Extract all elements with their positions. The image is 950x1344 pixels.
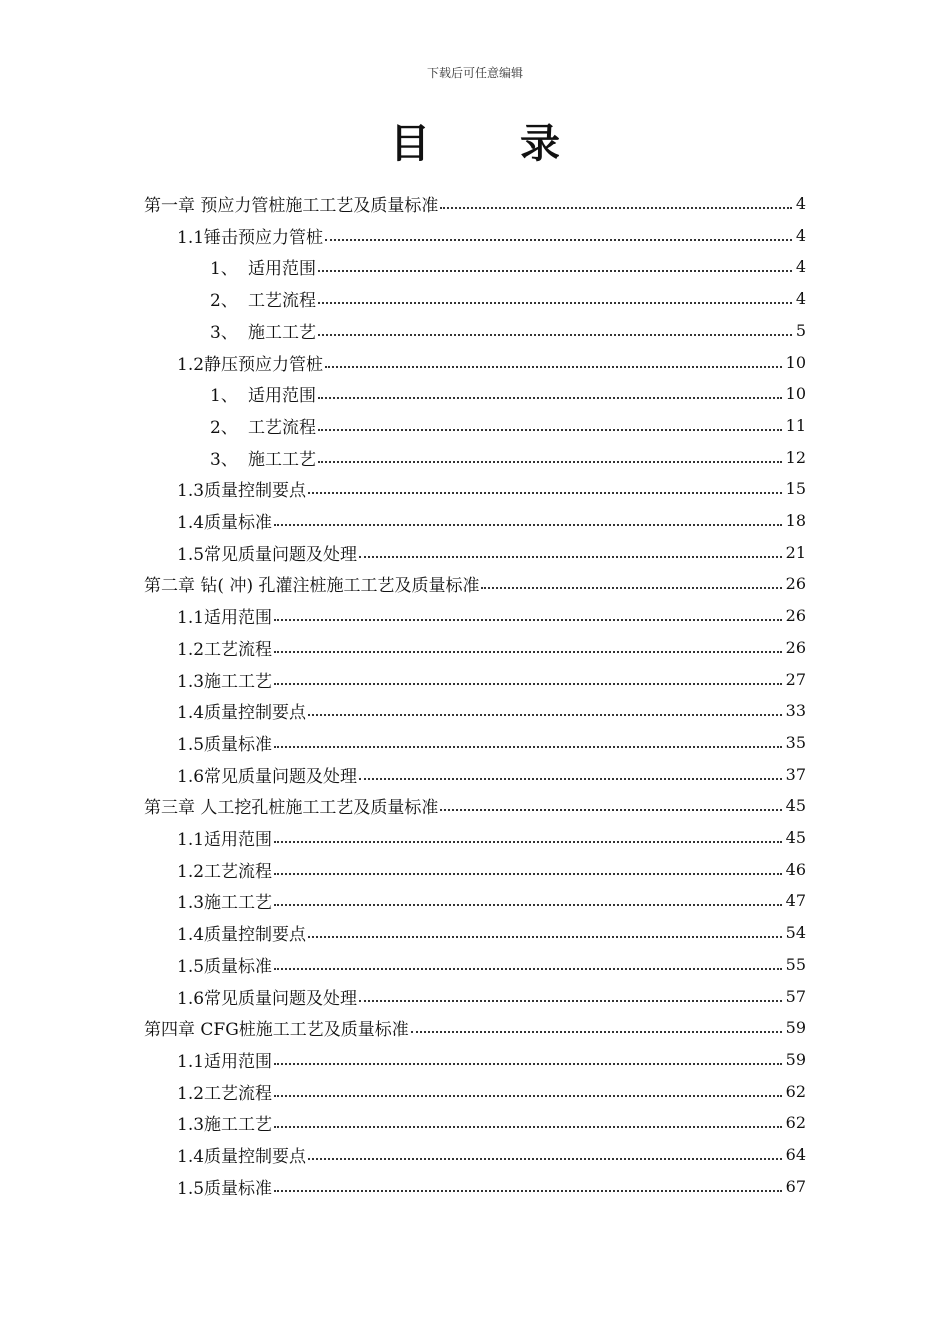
toc-entry[interactable] [144, 1011, 806, 1043]
toc-entry[interactable] [177, 726, 806, 758]
toc-entry-text: 适用范围 [248, 258, 316, 279]
toc-entry[interactable] [177, 1138, 806, 1170]
toc-entry[interactable] [144, 187, 806, 219]
toc-page-number: 4 [795, 225, 806, 245]
toc-page-number: 21 [785, 542, 806, 562]
toc-entry-number: 3、 [210, 449, 238, 470]
toc-entry[interactable] [144, 567, 806, 599]
toc-page-number: 62 [785, 1112, 806, 1132]
toc-dot-leader [359, 1000, 782, 1002]
toc-entry-label: 1.5质量标准 [177, 1178, 273, 1199]
toc-page-number: 4 [795, 288, 806, 308]
toc-entry[interactable] [177, 346, 806, 378]
toc-entry-text: 工艺流程 [248, 290, 316, 311]
toc-page-number: 45 [785, 827, 806, 847]
toc-entry[interactable] [210, 409, 806, 441]
toc-entry[interactable] [177, 948, 806, 980]
toc-page-number: 4 [795, 256, 806, 276]
toc-entry-label [210, 445, 316, 470]
toc-dot-leader [318, 429, 782, 431]
toc-entry-number: 1、 [210, 258, 238, 279]
toc-page-number: 10 [785, 383, 806, 403]
toc-entry-label: 1.1适用范围 [177, 829, 273, 850]
toc-page-number: 62 [785, 1081, 806, 1101]
toc-dot-leader [359, 556, 782, 558]
toc-dot-leader [274, 619, 782, 621]
toc-dot-leader [274, 1126, 782, 1128]
toc-page-number: 57 [785, 986, 806, 1006]
toc-entry[interactable] [177, 694, 806, 726]
toc-entry-label: 1.4质量控制要点 [177, 702, 307, 723]
toc-entry[interactable] [177, 504, 806, 536]
toc-dot-leader [325, 366, 782, 368]
toc-dot-leader [359, 778, 782, 780]
toc-entry[interactable] [177, 1106, 806, 1138]
toc-entry-label: 1.1适用范围 [177, 607, 273, 628]
toc-page-number: 67 [785, 1176, 806, 1196]
toc-entry[interactable] [177, 1075, 806, 1107]
toc-entry-text: 适用范围 [248, 385, 316, 406]
toc-page-number: 59 [785, 1049, 806, 1069]
toc-entry[interactable] [177, 916, 806, 948]
toc-entry-label [210, 318, 316, 343]
toc-entry[interactable] [177, 536, 806, 568]
toc-entry-label: 1.4质量控制要点 [177, 924, 307, 945]
toc-entry-label [210, 286, 316, 311]
toc-entry[interactable] [210, 441, 806, 473]
toc-entry-label [210, 254, 316, 279]
toc-entry-label: 第二章 钻( 冲) 孔灌注桩施工工艺及质量标准 [144, 575, 480, 596]
toc-page-number: 46 [785, 859, 806, 879]
toc-dot-leader [318, 461, 782, 463]
toc-entry-number: 3、 [210, 322, 238, 343]
toc-entry[interactable] [177, 1170, 806, 1202]
toc-entry-number: 1、 [210, 385, 238, 406]
toc-page-number: 4 [795, 193, 806, 213]
toc-entry-number: 2、 [210, 417, 238, 438]
toc-dot-leader [274, 904, 782, 906]
toc-page-number: 12 [785, 447, 806, 467]
toc-page-number: 10 [785, 352, 806, 372]
toc-entry[interactable] [210, 314, 806, 346]
toc-entry[interactable] [177, 599, 806, 631]
toc-dot-leader [308, 1158, 782, 1160]
toc-dot-leader [325, 239, 792, 241]
toc-dot-leader [274, 841, 782, 843]
toc-dot-leader [440, 809, 781, 811]
toc-dot-leader [318, 397, 782, 399]
toc-dot-leader [274, 1190, 782, 1192]
toc-page-number: 45 [785, 795, 806, 815]
toc-entry-label: 1.2工艺流程 [177, 861, 273, 882]
toc-dot-leader [274, 1063, 782, 1065]
toc-dot-leader [274, 746, 782, 748]
toc-entry[interactable] [177, 631, 806, 663]
toc-dot-leader [308, 492, 782, 494]
toc-dot-leader [411, 1031, 782, 1033]
toc-entry[interactable] [210, 250, 806, 282]
toc-page-number: 26 [785, 573, 806, 593]
toc-page-number: 64 [785, 1144, 806, 1164]
toc-entry-text: 施工工艺 [248, 322, 316, 343]
toc-entry-number: 2、 [210, 290, 238, 311]
toc-entry[interactable] [177, 472, 806, 504]
page-header: 下载后可任意编辑 [426, 66, 523, 80]
toc-entry[interactable] [177, 884, 806, 916]
toc-dot-leader [440, 207, 791, 209]
toc-dot-leader [318, 334, 792, 336]
toc-entry-label: 1.6常见质量问题及处理 [177, 988, 358, 1009]
toc-dot-leader [274, 1095, 782, 1097]
toc-entry[interactable] [177, 1043, 806, 1075]
toc-entry[interactable] [144, 789, 806, 821]
toc-entry-label: 1.6常见质量问题及处理 [177, 766, 358, 787]
toc-page-number: 26 [785, 637, 806, 657]
toc-entry[interactable] [210, 377, 806, 409]
toc-entry-label [210, 381, 316, 406]
toc-entry-label: 1.3施工工艺 [177, 1114, 273, 1135]
toc-entry-label: 1.2工艺流程 [177, 1083, 273, 1104]
toc-dot-leader [274, 524, 782, 526]
toc-page-number: 33 [785, 700, 806, 720]
toc-dot-leader [308, 936, 782, 938]
toc-entry-label: 1.4质量控制要点 [177, 1146, 307, 1167]
toc-entry[interactable] [177, 980, 806, 1012]
toc-dot-leader [274, 683, 782, 685]
toc-entry-label: 1.3质量控制要点 [177, 480, 307, 501]
toc-page-number: 55 [785, 954, 806, 974]
toc-page-number: 37 [785, 764, 806, 784]
toc-entry[interactable] [177, 663, 806, 695]
toc-entry-label [210, 413, 316, 438]
toc-page-number: 5 [795, 320, 806, 340]
toc-entry-text: 工艺流程 [248, 417, 316, 438]
toc-dot-leader [318, 302, 792, 304]
toc-entry[interactable] [177, 758, 806, 790]
toc-entry-label: 1.3施工工艺 [177, 892, 273, 913]
toc-entry-label: 1.5质量标准 [177, 734, 273, 755]
toc-page-number: 11 [785, 415, 806, 435]
toc-page-number: 47 [785, 890, 806, 910]
toc-entry-label: 第四章 CFG桩施工工艺及质量标准 [144, 1019, 409, 1040]
toc-page-number: 18 [785, 510, 806, 530]
toc-entry-label: 第三章 人工挖孔桩施工工艺及质量标准 [144, 797, 439, 818]
toc-entry[interactable] [210, 282, 806, 314]
toc-dot-leader [274, 968, 782, 970]
toc-page-number: 59 [785, 1017, 806, 1037]
toc-entry-label: 1.3施工工艺 [177, 671, 273, 692]
toc-dot-leader [308, 714, 782, 716]
toc-page-number: 54 [785, 922, 806, 942]
toc-dot-leader [274, 651, 782, 653]
toc-page-number: 15 [785, 478, 806, 498]
toc-entry-label: 1.1锤击预应力管桩 [177, 227, 324, 248]
page-title: 目 录 [390, 120, 598, 167]
toc-entry[interactable] [177, 821, 806, 853]
toc-entry-text: 施工工艺 [248, 449, 316, 470]
toc-entry-label: 1.5常见质量问题及处理 [177, 544, 358, 565]
toc-entry[interactable] [177, 853, 806, 885]
toc-entry-label: 1.2静压预应力管桩 [177, 354, 324, 375]
toc-entry-label: 1.5质量标准 [177, 956, 273, 977]
toc-entry[interactable] [177, 219, 806, 251]
toc-entry-label: 第一章 预应力管桩施工工艺及质量标准 [144, 195, 439, 216]
toc-entry-label: 1.1适用范围 [177, 1051, 273, 1072]
toc-dot-leader [481, 587, 781, 589]
toc-entry-label: 1.2工艺流程 [177, 639, 273, 660]
toc-dot-leader [318, 270, 792, 272]
toc-entry-label: 1.4质量标准 [177, 512, 273, 533]
toc-page-number: 27 [785, 669, 806, 689]
toc-dot-leader [274, 873, 782, 875]
toc-page-number: 26 [785, 605, 806, 625]
toc-page-number: 35 [785, 732, 806, 752]
